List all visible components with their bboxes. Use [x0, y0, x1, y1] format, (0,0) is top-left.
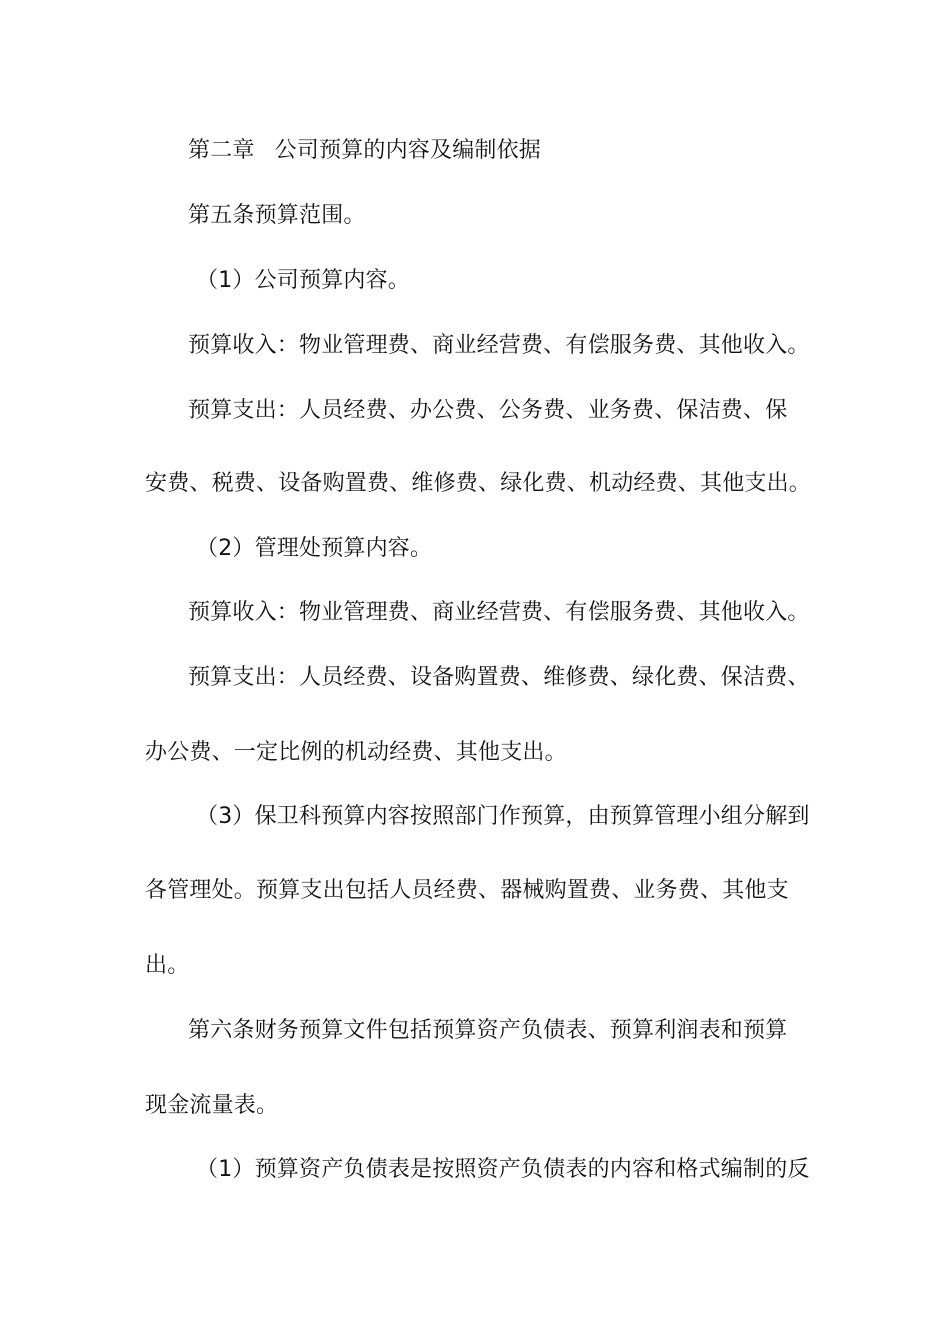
- paragraph-line: 各管理处。预算支出包括人员经费、器械购置费、业务费、其他支: [145, 878, 789, 903]
- paragraph-line: （3）保卫科预算内容按照部门作预算，由预算管理小组分解到: [196, 804, 810, 829]
- paragraph-line: 安费、税费、设备购置费、维修费、绿化费、机动经费、其他支出。: [145, 471, 812, 496]
- paragraph-line: 出。: [145, 953, 190, 978]
- paragraph-line: 预算收入：物业管理费、商业经营费、有偿服务费、其他收入。: [188, 333, 810, 358]
- chapter-heading: [188, 136, 541, 166]
- chapter-number: 第二章: [188, 138, 255, 163]
- paragraph-line: 预算收入：物业管理费、商业经营费、有偿服务费、其他收入。: [188, 600, 810, 625]
- paragraph-line: （2）管理处预算内容。: [196, 536, 433, 561]
- paragraph-line: 办公费、一定比例的机动经费、其他支出。: [145, 740, 567, 765]
- paragraph-line: 现金流量表。: [145, 1093, 279, 1118]
- paragraph-line: 第六条财务预算文件包括预算资产负债表、预算利润表和预算: [188, 1018, 788, 1043]
- paragraph-line: （1）预算资产负债表是按照资产负债表的内容和格式编制的反: [196, 1157, 810, 1182]
- paragraph-line: 预算支出：人员经费、办公费、公务费、业务费、保洁费、保: [188, 398, 788, 423]
- paragraph-line: （1）公司预算内容。: [196, 268, 410, 293]
- paragraph-line: 预算支出：人员经费、设备购置费、维修费、绿化费、保洁费、: [188, 665, 810, 690]
- chapter-title: 公司预算的内容及编制依据: [274, 138, 542, 163]
- paragraph-line: 第五条预算范围。: [188, 203, 366, 228]
